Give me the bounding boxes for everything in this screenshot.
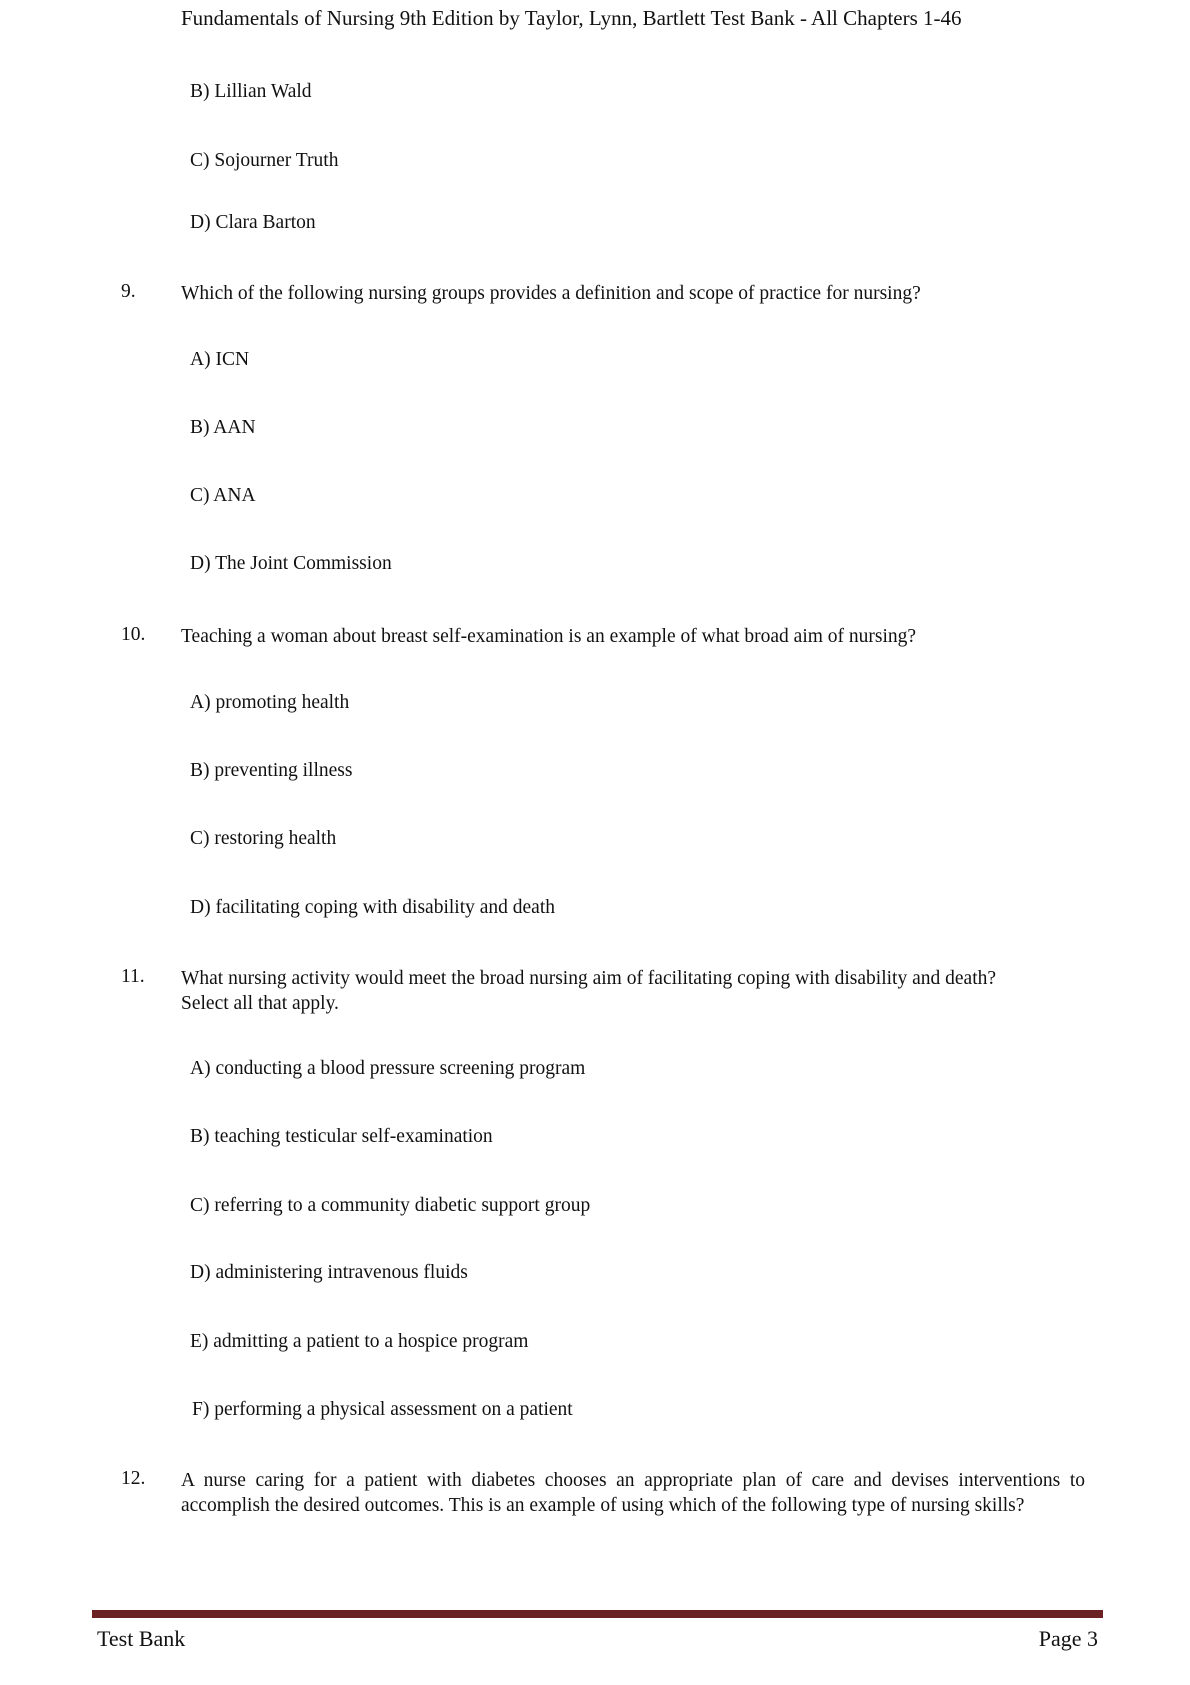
answer-option: D) administering intravenous fluids	[190, 1262, 468, 1283]
question-number: 9.	[121, 281, 136, 302]
question-text: A nurse caring for a patient with diabetes chooses an appropriate plan of care and devises interventions to accomplish the desired outcomes. This is an example of using which of the following type of nursing skills?	[181, 1470, 1085, 1516]
answer-option: A) ICN	[190, 349, 250, 370]
answer-option: D) facilitating coping with disability and death	[190, 897, 555, 918]
page-number: Page 3	[1038, 1626, 1098, 1651]
answer-option: E) admitting a patient to a hospice program	[190, 1331, 529, 1352]
answer-option: B) teaching testicular self-examination	[190, 1126, 493, 1147]
q8-option-c: C) Sojourner Truth	[190, 150, 339, 171]
question-number: 12.	[121, 1468, 146, 1489]
page-header-title: Fundamentals of Nursing 9th Edition by Taylor, Lynn, Bartlett Test Bank - All Chapters 1-46	[181, 6, 962, 30]
question-text: What nursing activity would meet the broad nursing aim of facilitating coping with disability and death? Select all that apply.	[181, 968, 997, 1014]
answer-option: B) AAN	[190, 417, 256, 438]
answer-option: F) performing a physical assessment on a patient	[192, 1399, 573, 1420]
answer-option: D) The Joint Commission	[190, 553, 392, 574]
answer-option: C) referring to a community diabetic support group	[190, 1195, 591, 1216]
footer-divider	[92, 1610, 1103, 1618]
question-number: 11.	[121, 966, 145, 987]
answer-option: C) restoring health	[190, 828, 337, 849]
question-text: Teaching a woman about breast self-examination is an example of what broad aim of nursing?	[181, 626, 917, 647]
q8-option-b: B) Lillian Wald	[190, 81, 312, 102]
answer-option: A) promoting health	[190, 692, 350, 713]
footer-left-text: Test Bank	[97, 1626, 186, 1651]
answer-option: B) preventing illness	[190, 760, 353, 781]
question-text: Which of the following nursing groups provides a definition and scope of practice for nursing?	[181, 283, 921, 304]
question-number: 10.	[121, 624, 146, 645]
answer-option: A) conducting a blood pressure screening program	[190, 1058, 586, 1079]
q8-option-d: D) Clara Barton	[190, 212, 316, 233]
answer-option: C) ANA	[190, 485, 256, 506]
